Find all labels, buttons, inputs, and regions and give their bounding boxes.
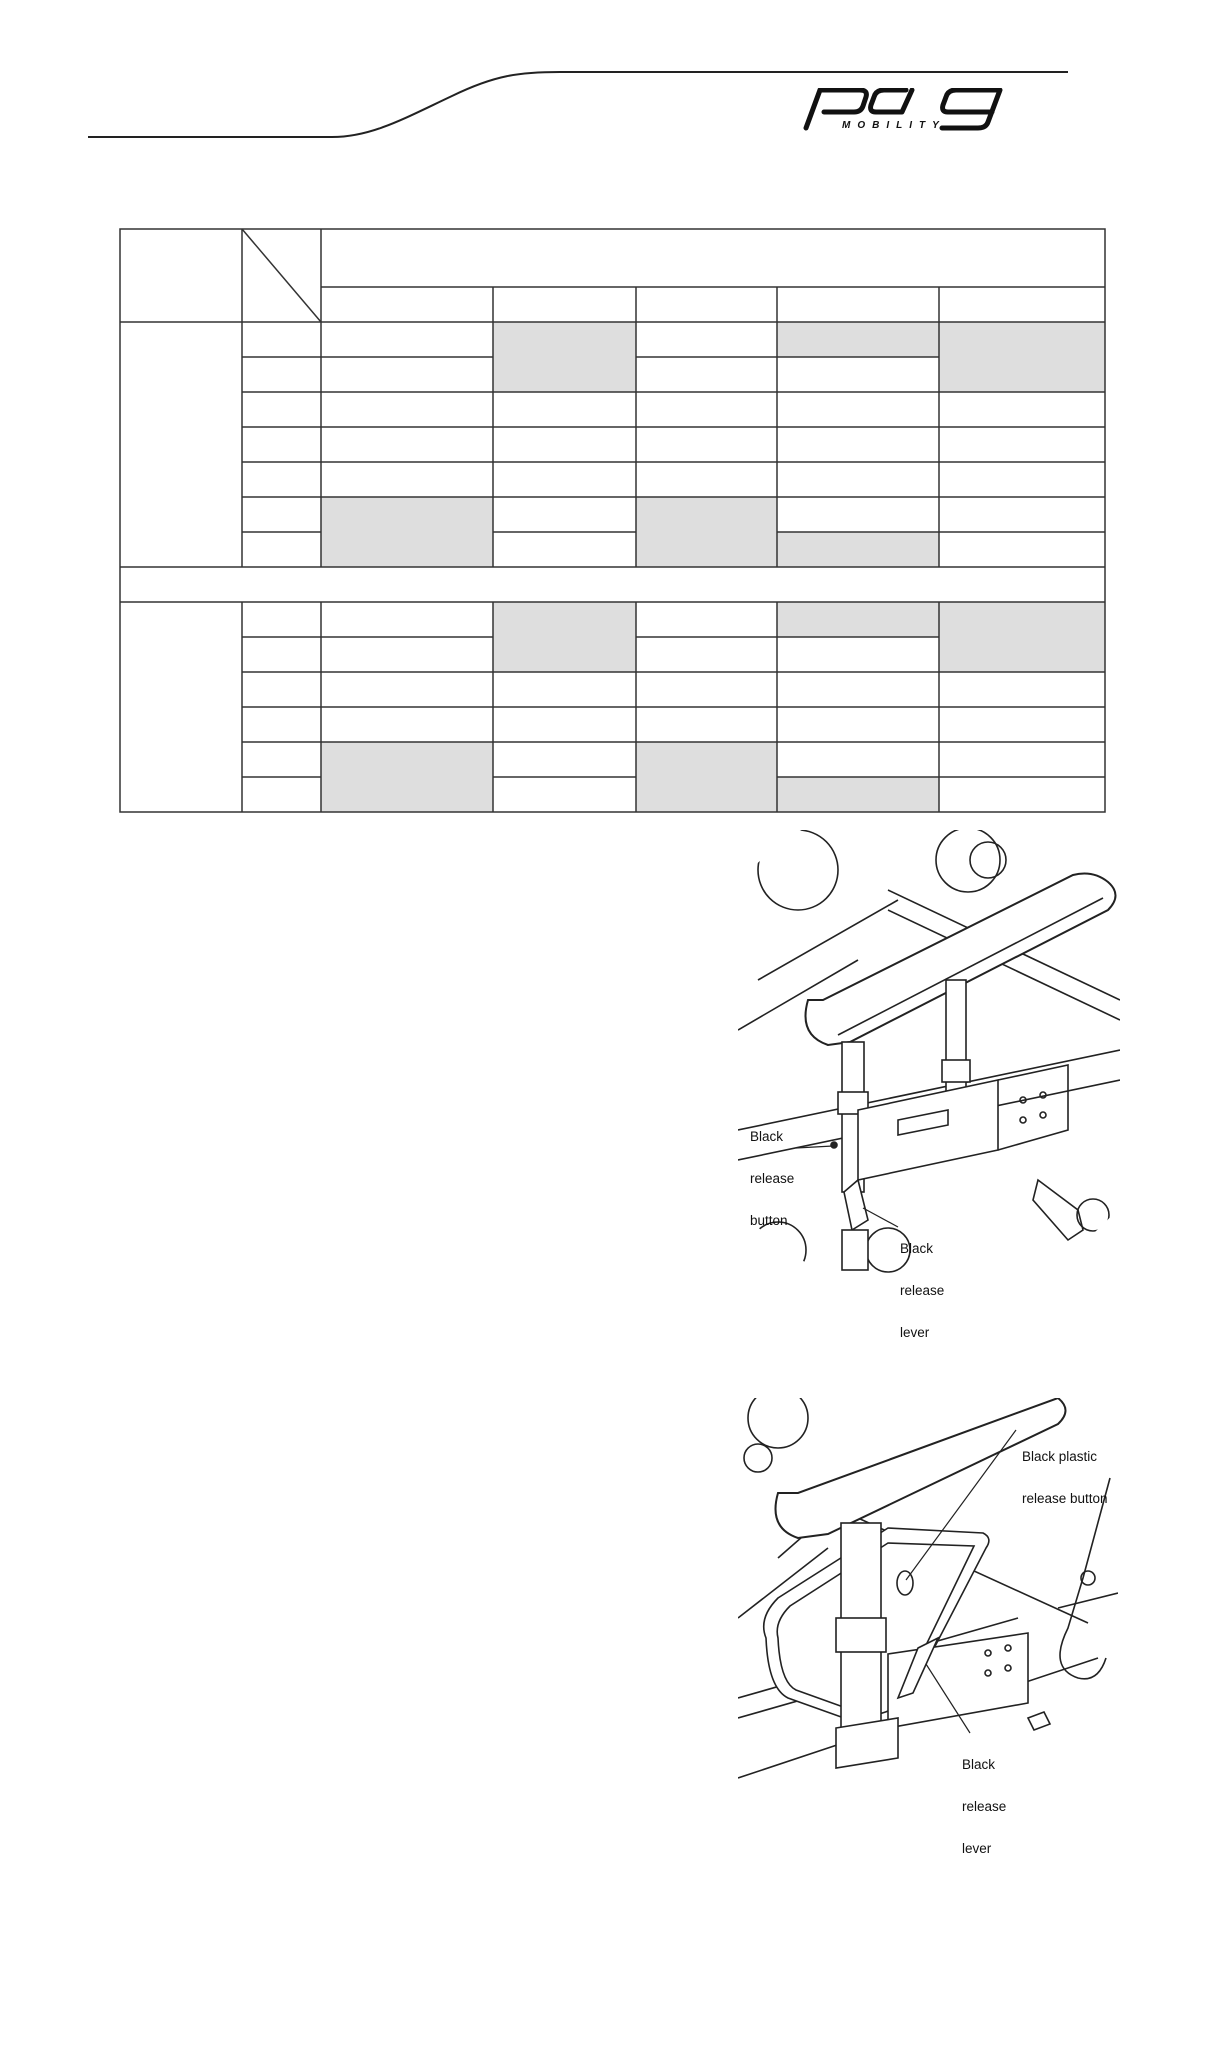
logo-subtitle: MOBILITY [842, 120, 946, 131]
callout-black-release-button: Black release button [750, 1129, 795, 1228]
specification-table [0, 0, 1224, 820]
callout-black-release-lever-2: Black release lever [962, 1757, 1007, 1856]
callout-black-release-lever: Black release lever [900, 1241, 945, 1340]
callout-black-plastic-release-button: Black plastic release button [1022, 1449, 1108, 1506]
table-grid-lines [120, 229, 1105, 812]
